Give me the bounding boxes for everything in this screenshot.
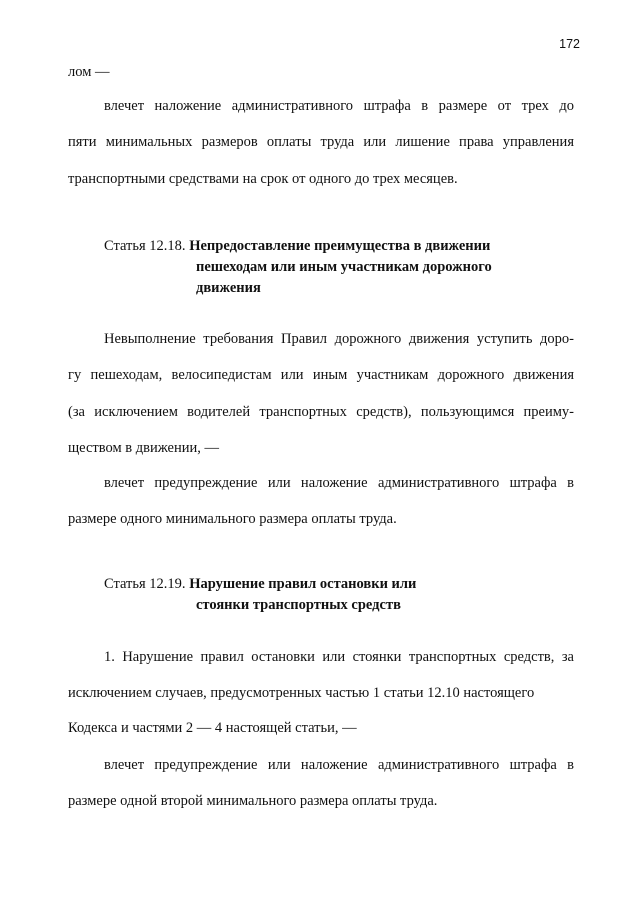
article-title-line: Непредоставление преимущества в движении (189, 238, 491, 254)
article-title-line: Нарушение правил остановки или (189, 576, 417, 592)
text-line: влечет предупреждение или наложение административного штрафа в (104, 475, 574, 491)
text-line: исключением случаев, предусмотренных частью 1 статьи 12.10 настоящего (68, 685, 535, 701)
text-line: гу пешеходам, велосипедистам или иным участникам дорожного движения (68, 367, 574, 383)
text-line: (за исключением водителей транспортных средств), пользующимся преиму- (68, 404, 574, 420)
text-line: транспортными средствами на срок от одного до трех месяцев. (68, 171, 458, 187)
text-line: ществом в движении, — (68, 440, 220, 456)
article-label: Статья 12.19. (104, 576, 186, 592)
article-title-line: стоянки транспортных средств (196, 597, 401, 613)
article-heading-12-18 (104, 238, 490, 255)
article-label: Статья 12.18. (104, 238, 186, 254)
text-line: 1. Нарушение правил остановки или стоянки транспортных средств, за (104, 649, 574, 665)
text-line: влечет наложение административного штрафа в размере от трех до (104, 98, 574, 114)
text-line: влечет предупреждение или наложение административного штрафа в (104, 757, 574, 773)
article-title-line: движения (196, 280, 261, 296)
text-line: лом — (68, 64, 110, 80)
text-line: Кодекса и частями 2 — 4 настоящей статьи, — (68, 720, 357, 736)
text-line: размере одной второй минимального размера оплаты труда. (68, 793, 438, 809)
text-line: пяти минимальных размеров оплаты труда или лишение права управления (68, 134, 574, 150)
article-heading-12-19 (104, 576, 416, 593)
article-title-line: пешеходам или иным участникам дорожного (196, 259, 492, 275)
text-line: Невыполнение требования Правил дорожного движения уступить доро- (104, 331, 574, 347)
page-number: 172 (559, 37, 580, 51)
text-line: размере одного минимального размера оплаты труда. (68, 511, 397, 527)
